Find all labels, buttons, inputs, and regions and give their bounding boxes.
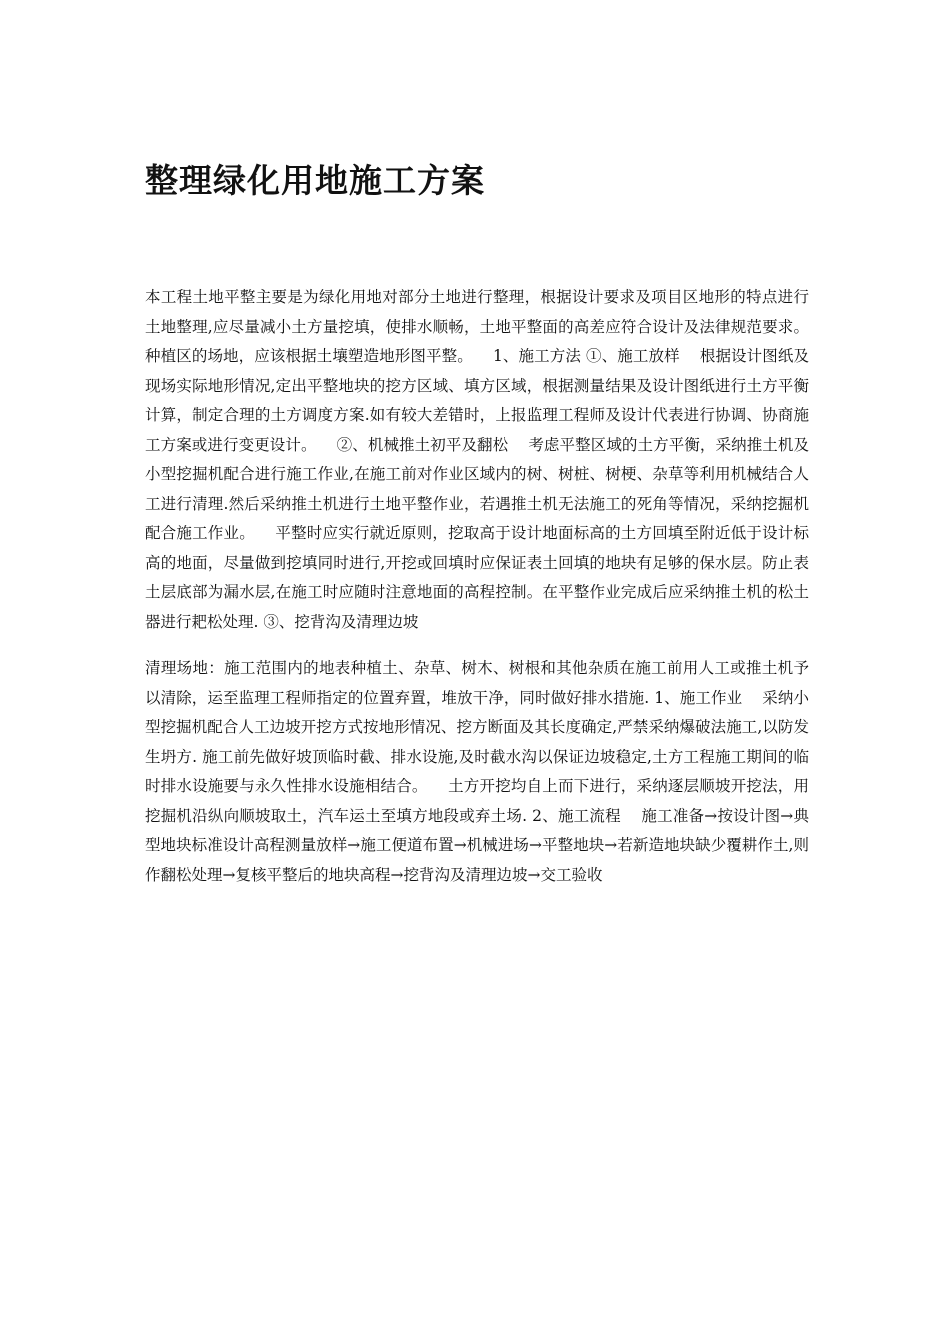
document-body <box>145 283 809 907</box>
document-title: 整理绿化用地施工方案 <box>145 161 485 200</box>
paragraph-land-leveling: 本工程土地平整主要是为绿化用地对部分土地进行整理，根据设计要求及项目区地形的特点进行土地整理,应尽量减小土方量挖填，使排水顺畅，土地平整面的高差应符合设计及法律规范要求。种植区的场地，应该根据土壤塑造地形图平整。 1、施工方法 ①、施工放样 根据设计图纸及现场实际地形情况,定出平整地块的挖方区域、填方区域，根据测量结果及设计图纸进行土方平衡计算，制定合理的土方调度方案.如有较大差错时，上报监理工程师及设计代表进行协调、协商施工方案或进行变更设计。 ②、机械推土初平及翻松 考虑平整区域的土方平衡，采纳推土机及小型挖掘机配合进行施工作业,在施工前对作业区域内的树、树桩、树梗、杂草等利用机械结合人工进行清理.然后采纳推土机进行土地平整作业，若遇推土机无法施工的死角等情况，采纳挖掘机配合施工作业。 平整时应实行就近原则，挖取高于设计地面标高的土方回填至附近低于设计标高的地面，尽量做到挖填同时进行,开挖或回填时应保证表土回填的地块有足够的保水层。防止表土层底部为漏水层,在施工时应随时注意地面的高程控制。在平整作业完成后应采纳推土机的松土器进行耙松处理. ③、挖背沟及清理边坡 <box>145 288 809 631</box>
paragraph-site-clearing: 清理场地：施工范围内的地表种植土、杂草、树木、树根和其他杂质在施工前用人工或推土机予以清除，运至监理工程师指定的位置弃置，堆放干净，同时做好排水措施. 1、施工作业 采纳小型挖掘机配合人工边坡开挖方式按地形情况、挖方断面及其长度确定,严禁采纳爆破法施工,以防发生坍方. 施工前先做好坡顶临时截、排水设施,及时截水沟以保证边坡稳定,土方工程施工期间的临时排水设施要与永久性排水设施相结合。 土方开挖均自上而下进行，采纳逐层顺坡开挖法，用挖掘机沿纵向顺坡取土，汽车运土至填方地段或弃土场. 2、施工流程 施工准备→按设计图→典型地块标准设计高程测量放样→施工便道布置→机械进场→平整地块→若新造地块缺少覆耕作土,则作翻松处理→复核平整后的地块高程→挖背沟及清理边坡→交工验收 <box>145 659 809 884</box>
